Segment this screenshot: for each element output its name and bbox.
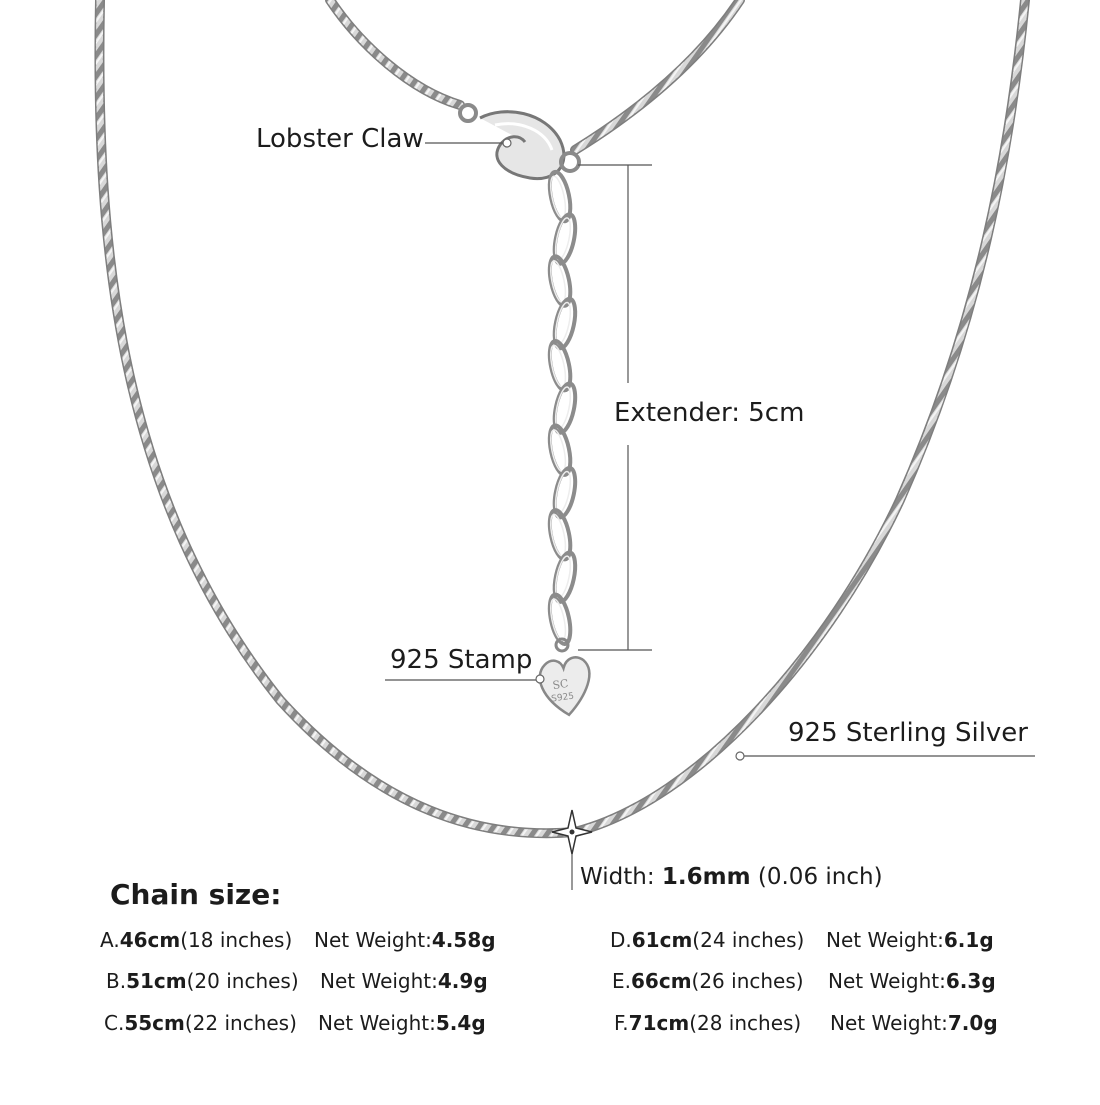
size-cm: 51cm	[126, 969, 187, 993]
size-inches: (18 inches)	[180, 928, 293, 952]
weight-label: Net Weight:	[318, 1011, 436, 1035]
size-cm: 61cm	[631, 928, 693, 952]
label-lobster-claw: Lobster Claw	[256, 124, 424, 154]
size-cm: 46cm	[119, 928, 181, 952]
size-inches: (28 inches)	[689, 1011, 802, 1035]
label-sterling-silver: 925 Sterling Silver	[788, 718, 1028, 748]
weight-label: Net Weight:	[314, 928, 432, 952]
chain-size-weight	[830, 1011, 998, 1035]
chain-top-right-to-ring	[575, 0, 740, 150]
size-letter: D.	[610, 928, 632, 952]
size-inches: (26 inches)	[691, 969, 804, 993]
size-letter: E.	[612, 969, 631, 993]
extender-chain	[546, 170, 579, 646]
size-cm: 55cm	[124, 1011, 185, 1035]
width-value: 1.6mm	[661, 864, 751, 890]
width-suffix: (0.06 inch)	[750, 864, 883, 890]
weight-value: 7.0g	[947, 1011, 998, 1035]
heart-stamp-tag	[538, 639, 595, 718]
chain-size-weight	[320, 969, 488, 993]
chain-size-weight	[828, 969, 996, 993]
weight-value: 5.4g	[435, 1011, 486, 1035]
size-letter: B.	[106, 969, 127, 993]
sterling-marker	[736, 752, 744, 760]
width-prefix: Width:	[580, 864, 662, 890]
lobster-claw-clasp	[460, 105, 579, 179]
chain-size-length	[614, 1011, 801, 1035]
chain-size-length	[610, 928, 804, 952]
tag-engraving-s925: S925	[550, 691, 575, 705]
tag-engraving-sc: SC	[551, 676, 570, 693]
weight-value: 6.1g	[943, 928, 994, 952]
lobster-claw-marker	[503, 139, 511, 147]
width-sparkle-icon	[552, 810, 592, 854]
annotation-lines	[385, 139, 1035, 890]
chain-size-weight	[826, 928, 994, 952]
weight-label: Net Weight:	[826, 928, 944, 952]
weight-label: Net Weight:	[828, 969, 946, 993]
size-letter: C.	[104, 1011, 125, 1035]
chain-size-weight	[314, 928, 496, 952]
stamp-marker	[536, 675, 544, 683]
weight-label: Net Weight:	[320, 969, 438, 993]
size-inches: (20 inches)	[186, 969, 299, 993]
weight-value: 4.58g	[431, 928, 496, 952]
weight-value: 4.9g	[437, 969, 488, 993]
size-inches: (24 inches)	[692, 928, 805, 952]
size-letter: F.	[614, 1011, 629, 1035]
size-cm: 66cm	[631, 969, 692, 993]
label-extender: Extender: 5cm	[614, 398, 805, 428]
chain-size-weight	[318, 1011, 486, 1035]
chain-top-left-to-clasp	[330, 0, 460, 105]
weight-label: Net Weight:	[830, 1011, 948, 1035]
label-width	[580, 864, 883, 890]
size-cm: 71cm	[628, 1011, 690, 1035]
size-inches: (22 inches)	[184, 1011, 297, 1035]
size-letter: A.	[100, 928, 120, 952]
chain-size-length	[100, 928, 292, 952]
chain-size-length	[106, 969, 299, 993]
weight-value: 6.3g	[945, 969, 996, 993]
chain-size-length	[104, 1011, 297, 1035]
chain-size-title: Chain size:	[110, 878, 282, 911]
chain-size-length	[612, 969, 804, 993]
label-925-stamp: 925 Stamp	[390, 645, 533, 675]
